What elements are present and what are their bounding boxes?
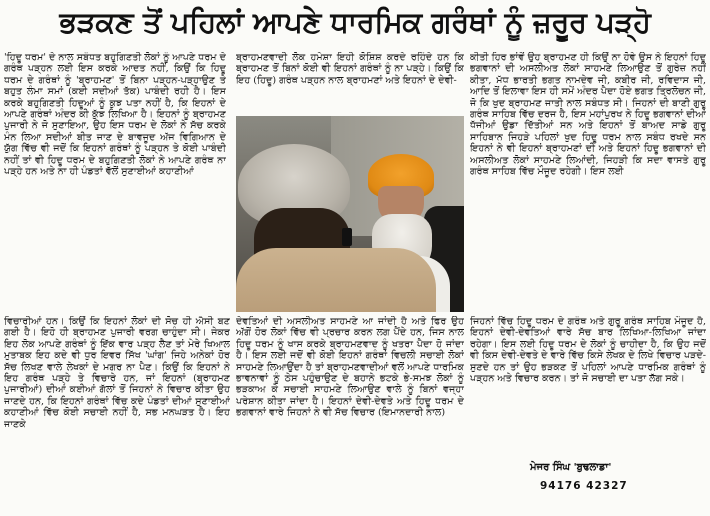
author-signature: ਮੇਜਰ ਸਿੰਘ 'ਬੁਢਲਾਡਾ' — [530, 462, 612, 473]
article-column-6 — [470, 316, 706, 454]
khaki-shirt — [236, 248, 436, 312]
photo-two-sikh-men — [236, 116, 464, 312]
article-column-1 — [4, 52, 226, 312]
article-paragraph: ਵਿਚਾਰੀਆਂ ਹਨ। ਕਿਉਂ ਕਿ ਇਹਨਾਂ ਲੋਕਾਂ ਦੀ ਸੋਚ ਹੀ ਐਸੀ ਬਣ ਗਈ ਹੈ। ਇਹੋ ਹੀ ਬ੍ਰਾਹਮਣ ਪੁਜਾਰੀ ਵਰਗ ਚਾਹੁੰਦਾ ਸੀ। ਜੇਕਰ ਇਹ ਲੋਕ ਆਪਣੇ ਗਰੰਥਾਂ ਨੂੰ ਇੱਕ ਵਾਰ ਪੜ੍ਹ ਲੈਣ ਤਾਂ ਮੇਰੇ ਖਿਆਲ ਮੁਤਾਬਕ ਇਹ ਕਦੇ ਵੀ ਧੁਰ ਇਵਰ ਸਿੱਖ 'ਘਾਂਗ' ਜਿਹੇ ਅਨੇਕਾਂ ਹੋਰ ਸੱਚ ਲਿਖਣ ਵਾਲੇ ਲੇਖਕਾਂ ਦੇ ਮਗਰ ਨਾ ਪੈਣ। ਕਿਉਂ ਕਿ ਇਹਨਾਂ ਨੇ ਇਹ ਗਰੰਥ ਪੜ੍ਹੇ ਤੇ ਵਿਚਾਰੇ ਹਨ, ਜਾਂ ਇਹਨਾਂ (ਬ੍ਰਾਹਮਣ ਪੁਜਾਰੀਆਂ) ਦੀਆਂ ਕਈਆਂ ਗੱਲਾਂ ਤੋਂ ਜਿਹਨਾਂ ਨੇ ਵਿਚਾਰ ਕੀਤਾ ਉਹ ਜਾਣਦੇ ਹਨ, ਕਿ ਇਹਨਾਂ ਗਰੰਥਾਂ ਵਿੱਚ ਕਦੇ ਪੰਡਤਾਂ ਦੀਆਂ ਸੁਣਾਈਆਂ ਕਹਾਣੀਆਂ ਵਿੱਚ ਕੋਈ ਸਚਾਈ ਨਹੀਂ ਹੈ, ਸਭ ਮਨਘੜਤ ਹੈ। ਇਹ ਜਾਣਕੇ — [4, 316, 230, 430]
article-column-2 — [236, 52, 464, 114]
article-column-4 — [4, 316, 230, 514]
article-column-5 — [236, 316, 464, 514]
article-paragraph: ਦੇਵਤਿਆਂ ਦੀ ਅਸਲੀਅਤ ਸਾਹਮਣੇ ਆ ਜਾਂਦੀ ਹੈ ਅਤੇ ਫਿਰ ਉਹ ਅੱਗੋਂ ਹੋਰ ਲੋਕਾਂ ਵਿੱਚ ਵੀ ਪ੍ਰਚਾਰ ਕਰਨ ਲਗ ਪੈਂਦੇ ਹਨ, ਜਿਸ ਨਾਲ ਹਿਦੂ ਧਰਮ ਨੂੰ ਖਾਸ ਕਰਕੇ ਬ੍ਰਾਹਮਣਵਾਦ ਨੂੰ ਖਤਰਾ ਪੈਦਾ ਹੋ ਜਾਂਦਾ ਹੈ। ਇਸ ਲਈ ਜਦੋਂ ਵੀ ਕੋਈ ਇਹਨਾਂ ਗਰੰਥਾਂ ਵਿਚਲੀ ਸਚਾਈ ਲੋਕਾਂ ਸਾਹਮਣੇ ਲਿਆਉਂਦਾ ਹੈ ਤਾਂ ਬ੍ਰਾਹਮਣਵਾਦੀਆਂ ਵਲੋਂ ਆਪਣੇ ਧਾਰਮਿਕ ਭਾਵਨਾਵਾਂ ਨੂੰ ਠੇਸ ਪਹੁੰਚਾਉਣ ਦੇ ਬਹਾਨੇ ਭਟਕੇ ਭੇ-ਸਮਝ ਲੋਕਾਂ ਨੂੰ ਭੜਕਾਅ ਕੇ ਸਚਾਈ ਸਾਹਮਣੇ ਲਿਆਉਣ ਵਾਲੇ ਨੂੰ ਬਿਨਾਂ ਵਜ੍ਹਾ ਪਰੇਸ਼ਾਨ ਕੀਤਾ ਜਾਂਦਾ ਹੈ। ਇਹਨਾਂ ਦੇਵੀ-ਦੇਵਤੇ ਅਤੇ ਹਿਦੂ ਧਰਮ ਦੇ ਭਗਵਾਨਾਂ ਵਾਰੇ ਜਿਹਨਾਂ ਨੇ ਵੀ ਸੱਚ ਵਿਚਾਰ (ਇਮਾਨਦਾਰੀ ਨਾਲ) — [236, 316, 464, 419]
article-paragraph: ਜਿਹਨਾਂ ਵਿੱਚ ਹਿਦੂ ਧਰਮ ਦੇ ਗਰੰਥ ਅਤੇ ਗੁਰੂ ਗਰੰਥ ਸਾਹਿਬ ਮੌਜੂਦ ਹੈ, ਇਹਨਾਂ ਦੇਵੀ-ਦੇਵਤਿਆਂ ਵਾਰੇ ਸੱਚ ਬਾਰ ਲਿਖਿਆ-ਲਿਖਿਆ ਜਾਂਦਾ ਰਹੇਗਾ। ਇਸ ਲਈ ਹਿਦੂ ਧਰਮ ਦੇ ਲੋਕਾਂ ਨੂੰ ਚਾਹੀਦਾ ਹੈ, ਕਿ ਉਹ ਜਦੋਂ ਵੀ ਕਿਸ ਦੇਵੀ-ਦੇਵਤੇ ਦੇ ਵਾਰੇ ਵਿੱਚ ਕਿਸੇ ਲੇਖਕ ਦੇ ਲਿਖੇ ਵਿਚਾਰ ਪੜਦੇ-ਸੁਣਦੇ ਹਨ ਤਾਂ ਉਹ ਭੜਕਣ ਤੋਂ ਪਹਿਲਾਂ ਆਪਣੇ ਧਾਰਮਿਕ ਗਰੰਥਾਂ ਨੂੰ ਪੜ੍ਹਨ ਅਤੇ ਵਿਚਾਰ ਕਰਨ। ਤਾਂ ਜੋ ਸਚਾਈ ਦਾ ਪਤਾ ਲੱਗ ਸਕੇ। — [470, 316, 706, 385]
article-paragraph: ਬ੍ਰਾਹਮਣਵਾਦੀ ਲੋਕ ਹਮੇਸ਼ਾ ਇਹੀ ਕੋਸ਼ਿਸ਼ ਕਰਦੇ ਰਹਿੰਦੇ ਹਨ ਕਿ ਬ੍ਰਾਹਮਣ ਤੋਂ ਬਿਨਾਂ ਕੋਈ ਵੀ ਇਹਨਾਂ ਗਰੰਥਾਂ ਨੂੰ ਨਾ ਪੜ੍ਹੇ। ਕਿਉਂ ਕਿ ਇਹ (ਹਿਦੂ) ਗਰੰਥ ਪੜ੍ਹਨ ਨਾਲ ਬ੍ਰਾਹਮਣਾਂ ਅਤੇ ਇਹਨਾਂ ਦੇ ਦੇਵੀ- — [236, 52, 464, 86]
microphone-icon — [342, 228, 352, 246]
article-column-3 — [470, 52, 706, 316]
article-paragraph: ਕੀਤੀ ਹਿਰ ਭਾਂਵੇਂ ਉਹ ਬ੍ਰਾਹਮਣ ਹੀ ਕਿਉਂ ਨਾ ਹੋਵੇ ਉਸ ਨੇ ਇਹਨਾਂ ਹਿਦੂ ਭਗਵਾਨਾਂ ਦੀ ਅਸਲੀਅਤ ਲੋਕਾਂ ਸਾਹਮਣੇ ਲਿਆਉਣ ਤੋਂ ਗੁਰੇਜ਼ ਨਹੀਂ ਕੀਤਾ, ਮੱਧ ਭਾਰਤੀ ਭਗਤ ਨਾਮਦੇਵ ਜੀ, ਕਬੀਰ ਜੀ, ਰਵਿਦਾਸ ਜੀ, ਆਦਿ ਤੋਂ ਇਲਾਵਾ ਇਸ ਹੀ ਸਮੇਂ ਅੰਦਰ ਪੈਦਾ ਹੋਏ ਭਗਤ ਤ੍ਰਿਲੋਚਨ ਜੀ, ਜੋ ਕਿ ਖੁਦ ਬ੍ਰਾਹਮਣ ਜਾਤੀ ਨਾਲ ਸਬੰਧਤ ਸੀ। ਜਿਹਨਾਂ ਦੀ ਬਾਣੀ ਗੁਰੂ ਗਰੰਥ ਸਾਹਿਬ ਵਿੱਚ ਦਰਜ ਹੈ, ਇਸ ਮਹਾਂਪੁਰਖ ਨੇ ਹਿਦੂ ਭਗਵਾਨਾਂ ਦੀਆਂ ਧੱਜੀਆਂ ਉਡਾ ਦਿੱਤੀਆਂ ਸਨ ਅਤੇ ਇਹਨਾਂ ਤੋਂ ਬਾਅਦ ਸਾਡੇ ਗੁਰੂ ਸਾਹਿਬਾਨ ਜਿਹੜੇ ਪਹਿਲਾਂ ਖੁਦ ਹਿਦੂ ਧਰਮ ਨਾਲ ਸਬੰਧ ਰਖਦੇ ਸਨ ਇਹਨਾਂ ਨੇ ਵੀ ਇਹਨਾਂ ਬ੍ਰਾਹਮਣਾਂ ਦੀ ਅਤੇ ਇਹਨਾਂ ਹਿਦੂ ਭਗਵਾਨਾਂ ਦੀ ਅਸਲੀਅਤ ਲੋਕਾਂ ਸਾਹਮਣੇ ਲਿਆਂਦੀ, ਜਿਹੜੀ ਕਿ ਸਦਾ ਵਾਸਤੇ ਗੁਰੂ ਗਰੰਥ ਸਾਹਿਬ ਵਿੱਚ ਮੌਜੂਦ ਰਹੇਗੀ। ਇਸ ਲਈ — [470, 52, 706, 178]
headline: ਭੜਕਣ ਤੋਂ ਪਹਿਲਾਂ ਆਪਣੇ ਧਾਰਮਿਕ ਗਰੰਥਾਂ ਨੂੰ ਜ਼ਰੂਰ ਪੜ੍ਹੋ — [59, 5, 651, 39]
article-paragraph: 'ਹਿਦੂ ਧਰਮ' ਦੇ ਨਾਲ ਸਬੰਧਤ ਬਹੁਗਿਣਤੀ ਲੋਕਾਂ ਨੂੰ ਆਪਣੇ ਧਰਮ ਦੇ ਗਰੰਥ ਪੜ੍ਹਨ ਲਈ ਇਸ ਕਰਕੇ ਆਦਤ ਨਹੀਂ, ਕਿਉਂ ਕਿ ਹਿਦੂ ਧਰਮ ਦੇ ਗਰੰਥਾਂ ਨੂੰ 'ਬ੍ਰਾਹਮਣ' ਤੋਂ ਬਿਨਾ ਪੜ੍ਹਨ-ਪੜ੍ਹਾਉਣ ਤੇ ਬਹੁਤ ਲੰਮਾ ਸਮਾਂ (ਕਈ ਸਦੀਆਂ ਤੱਕ) ਪਾਬੰਦੀ ਰਹੀ ਹੈ। ਇਸ ਕਰਕੇ ਬਹੁਗਿਣਤੀ ਹਿਦੂਆਂ ਨੂੰ ਕੁਝ ਪਤਾ ਨਹੀਂ ਹੈ, ਕਿ ਇਹਨਾਂ ਦੇ ਆਪਣੇ ਗਰੰਥਾਂ ਅੰਦਰ ਕੀ ਕੁੱਝ ਲਿਖਿਆ ਹੈ। ਇਹਨਾਂ ਨੂੰ ਬ੍ਰਾਹਮਣ ਪੁਜਾਰੀ ਨੇ ਜੋ ਸੁਣਾਇਆ, ਉਹ ਇਸ ਧਰਮ ਦੇ ਲੋਕਾਂ ਨੇ ਸੱਚ ਕਰਕੇ ਮੰਨ ਲਿਆ ਸਦੀਆਂ ਬੀਤ ਜਾਣ ਦੇ ਬਾਵਜੂਦ ਅੱਜ ਵਿਗਿਆਨ ਦੇ ਯੁੱਗ ਵਿੱਚ ਵੀ ਜਦੋਂ ਕਿ ਇਹਨਾਂ ਗਰੰਥਾਂ ਨੂੰ ਪੜ੍ਹਨ ਤੇ ਕੋਈ ਪਾਬੰਦੀ ਨਹੀਂ ਤਾਂ ਵੀ ਹਿਦੂ ਧਰਮ ਦੇ ਬਹੁਗਿਣਤੀ ਲੋਕਾਂ ਨੇ ਆਪਣੇ ਗਰੰਥ ਨਾ ਪੜ੍ਹੇ ਹਨ ਅਤੇ ਨਾ ਹੀ ਪੰਡਤਾਂ ਵੱਲੋਂ ਸੁਣਾਈਆਂ ਕਹਾਣੀਆਂ — [4, 52, 226, 178]
author-phone: 94176 42327 — [540, 480, 628, 492]
